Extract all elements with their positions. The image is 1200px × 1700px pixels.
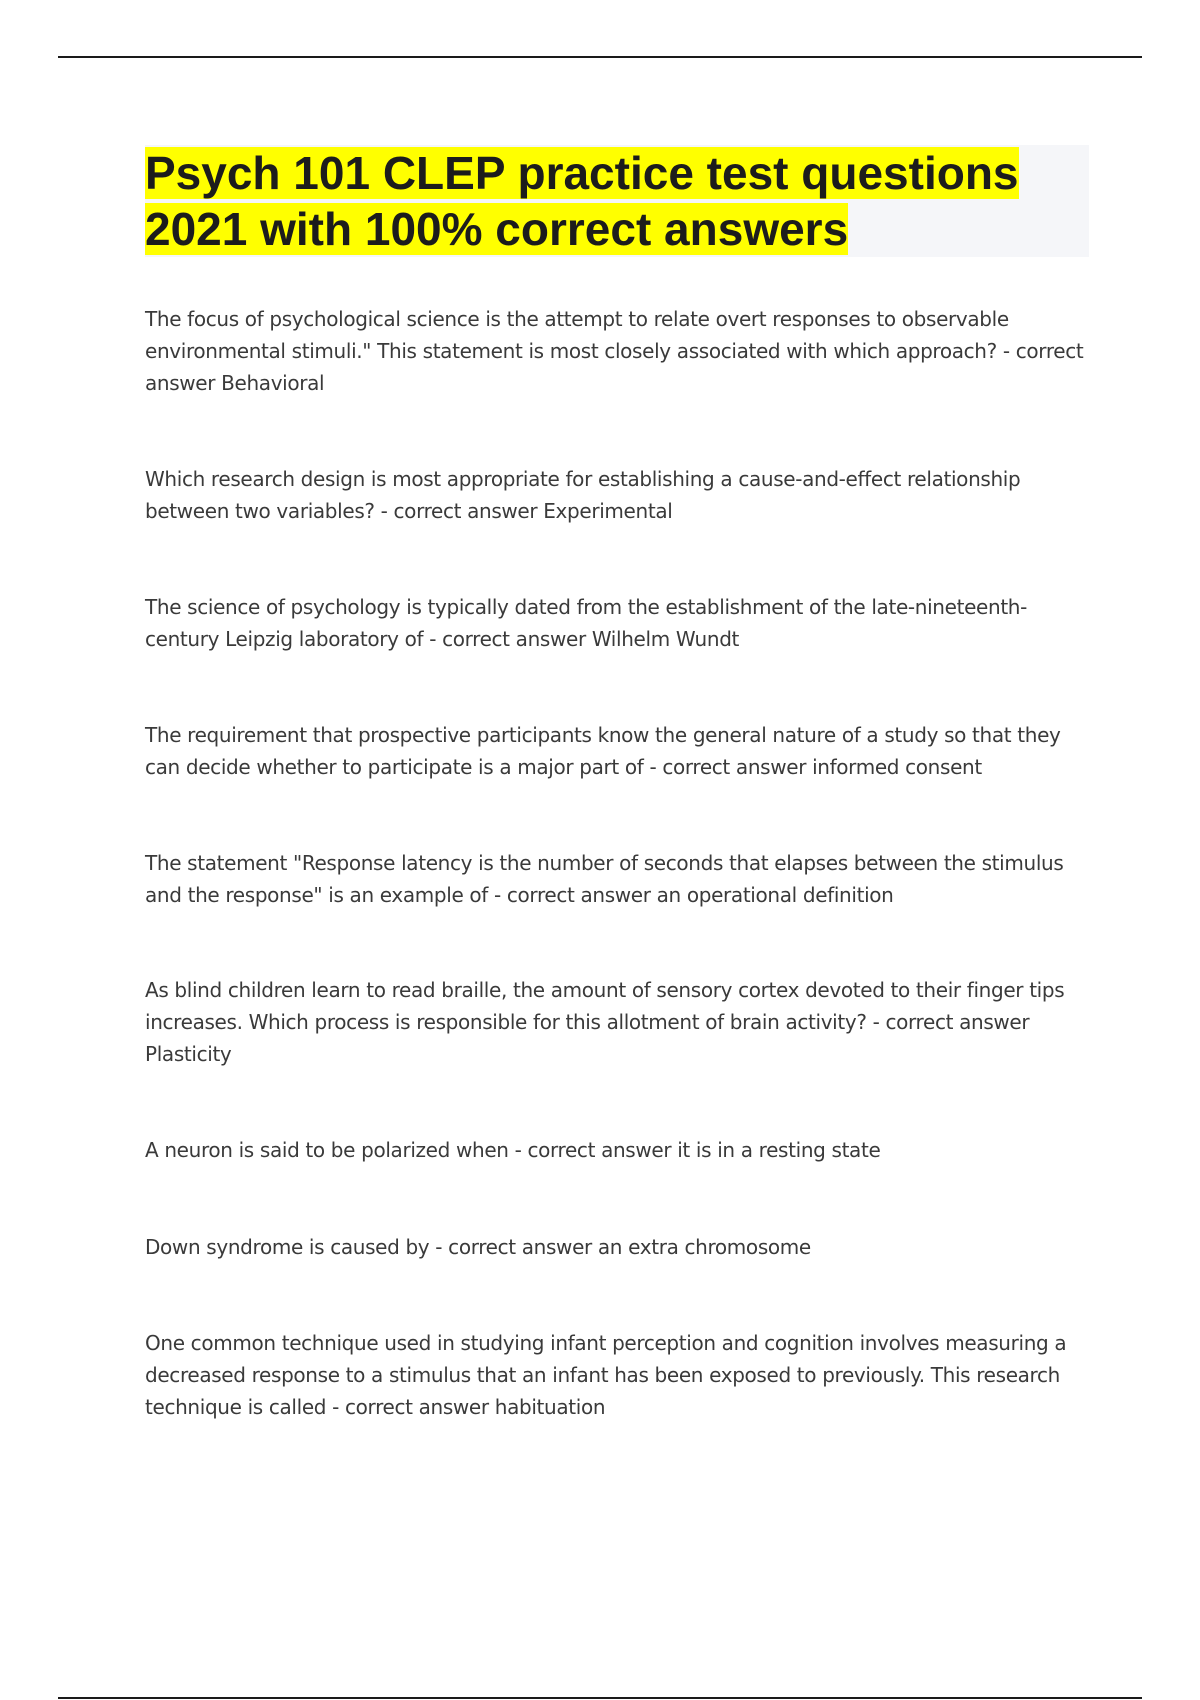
title-line-1: Psych 101 CLEP practice test questions <box>145 147 1019 199</box>
title-line-2: 2021 with 100% correct answers <box>145 203 849 255</box>
question-item-1: The focus of psychological science is the attempt to relate overt responses to observable environmental stimuli." This statement is most closely associated with which approach? - correct answer Behavioral <box>145 307 1084 395</box>
question-item-4: The requirement that prospective participants know the general nature of a study so that they can decide whether to participate is a major part of - correct answer informed consent <box>145 723 1061 779</box>
bottom-rule <box>58 1697 1142 1699</box>
question-item-3: The science of psychology is typically dated from the establishment of the late-nineteenth-century Leipzig laboratory of - correct answer Wilhelm Wundt <box>145 595 1027 651</box>
title-block <box>145 145 1089 257</box>
question-item-9: One common technique used in studying infant perception and cognition involves measuring a decreased response to a stimulus that an infant has been exposed to previously. This research technique is called - correct answer habituation <box>145 1331 1067 1419</box>
question-item-7: A neuron is said to be polarized when - correct answer it is in a resting state <box>145 1138 881 1162</box>
top-rule <box>58 56 1142 58</box>
question-item-8: Down syndrome is caused by - correct answer an extra chromosome <box>145 1235 811 1259</box>
question-item-5: The statement "Response latency is the number of seconds that elapses between the stimulus and the response" is an example of - correct answer an operational definition <box>145 851 1064 907</box>
question-item-2: Which research design is most appropriate for establishing a cause-and-effect relationship between two variables? - correct answer Experimental <box>145 467 1021 523</box>
page-title <box>145 145 1089 257</box>
question-item-6: As blind children learn to read braille, the amount of sensory cortex devoted to their finger tips increases. Which process is responsible for this allotment of brain activity? - correct answer Plasticity <box>145 978 1065 1066</box>
